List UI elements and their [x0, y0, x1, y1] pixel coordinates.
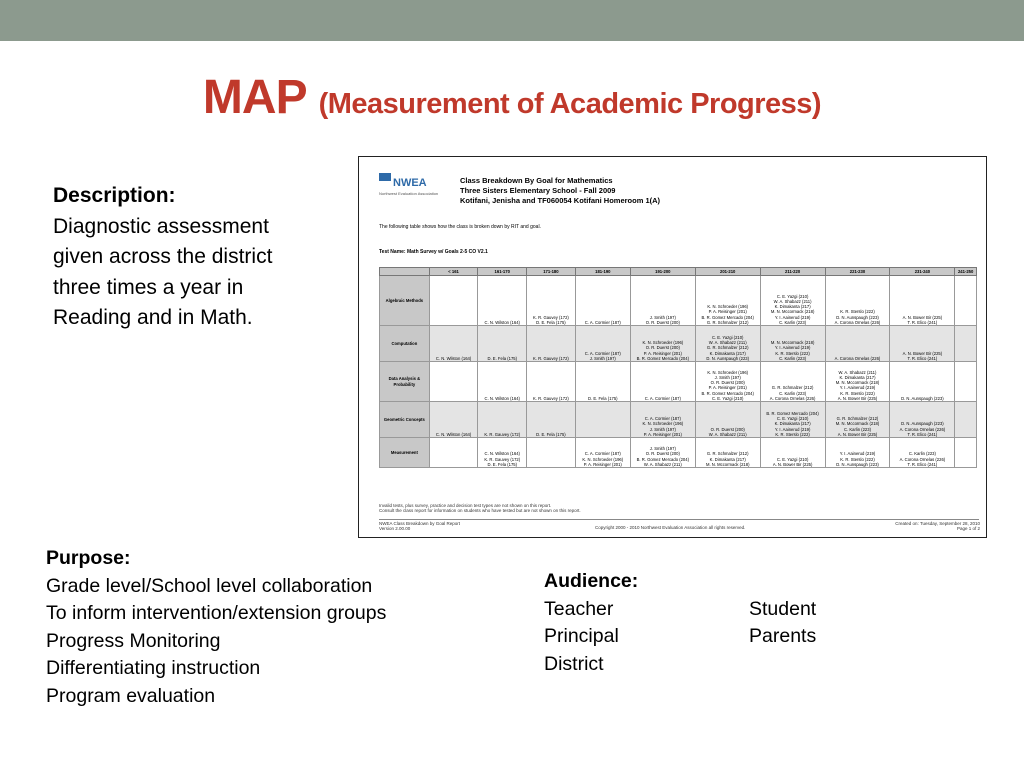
- breakdown-table: [379, 267, 977, 468]
- student-entry: C. A. Cormier (187): [584, 350, 621, 356]
- student-entry: T. R. Elico (241): [907, 431, 938, 437]
- table-cell: [575, 438, 630, 468]
- table-cell: [890, 276, 955, 326]
- student-entry: O. R. Duerst (200): [645, 319, 680, 325]
- footer-divider: [379, 519, 979, 520]
- student-entry: A. Corona Ornelas (226): [899, 456, 946, 462]
- student-entry: K. R. Sterslo (222): [840, 309, 875, 315]
- report-header-line: Three Sisters Elementary School - Fall 2009: [460, 186, 616, 195]
- table-column-header: 231-240: [890, 268, 955, 276]
- table-row: [380, 438, 977, 468]
- student-entry: W. A. Shabazz (211): [643, 461, 682, 467]
- student-entry: W. A. Shabazz (211): [708, 431, 747, 437]
- goal-row-header: Geometric Concepts: [380, 402, 430, 438]
- table-cell: [630, 276, 695, 326]
- student-entry: C. Karlin (223): [779, 355, 807, 361]
- audience-list: [544, 596, 874, 679]
- goal-row-header: Measurement: [380, 438, 430, 468]
- table-cell: [890, 362, 955, 402]
- student-entry: C. N. Wilston (164): [484, 319, 520, 325]
- student-entry: C. N. Wilston (164): [435, 431, 472, 437]
- report-footnote-line: Consult the class report for information on students who have tested but are not shown on this report.: [379, 508, 581, 513]
- student-entry: K. N. Schroeder (196): [707, 369, 749, 375]
- purpose-item: Program evaluation: [46, 684, 216, 707]
- student-entry: C. A. Cormier (187): [644, 395, 681, 401]
- student-entry: C. N. Wilston (164): [484, 395, 520, 401]
- footer-copyright: Copyright 2000 - 2010 Northwest Evaluation Association all rights reserved.: [595, 525, 746, 530]
- description-line: Diagnostic assessment: [53, 214, 269, 238]
- student-entry: M. N. Mccormack (218): [770, 340, 815, 346]
- description-line: Reading and in Math.: [53, 306, 253, 329]
- student-entry: D. N. Aunspaugh (223): [836, 461, 879, 467]
- student-entry: Y. I. Aainerud (219): [774, 426, 811, 432]
- goal-row-header: Computation: [380, 326, 430, 362]
- student-entry: K. R. Sterslo (222): [775, 431, 810, 437]
- table-cell: [478, 326, 527, 362]
- table-column-header: 201-210: [695, 268, 760, 276]
- student-entry: J. Smith (197): [589, 355, 616, 361]
- student-entry: P. A. Reisinger (201): [708, 309, 747, 315]
- audience-item: Principal: [544, 625, 619, 647]
- table-cell: [825, 402, 890, 438]
- student-entry: K. N. Schroeder (196): [707, 304, 749, 310]
- nwea-logo-text: NWEA: [393, 177, 427, 189]
- table-cell: [955, 276, 977, 326]
- table-cell: [890, 326, 955, 362]
- student-entry: A. N. Bower Bir (225): [772, 461, 813, 467]
- table-column-header: 181-190: [575, 268, 630, 276]
- table-cell: [760, 402, 825, 438]
- student-entry: O. R. Duerst (200): [710, 426, 745, 432]
- student-entry: G. R. Schmalzer (212): [706, 345, 749, 351]
- student-entry: K. R. Gauvey (172): [532, 314, 569, 320]
- student-entry: D. E. Fela (175): [487, 461, 518, 467]
- student-entry: W. A. Shabazz (211): [773, 298, 812, 304]
- student-entry: D. N. Aunspaugh (223): [901, 395, 944, 401]
- table-cell: [825, 276, 890, 326]
- class-breakdown-report-image: [358, 156, 987, 538]
- purpose-item: Differentiating instruction: [46, 657, 261, 679]
- table-cell: [825, 326, 890, 362]
- student-entry: C. E. Yazgi (210): [711, 395, 744, 401]
- table-cell: [478, 402, 527, 438]
- table-cell: [575, 326, 630, 362]
- student-entry: T. R. Elico (241): [907, 355, 938, 361]
- student-entry: A. Corona Ornelas (226): [834, 355, 881, 361]
- goal-row-header: Algebraic Methods: [380, 276, 430, 326]
- audience-item: District: [544, 652, 604, 675]
- student-entry: B. R. Gomez Mercado (204): [701, 314, 754, 320]
- table-cell: [478, 438, 527, 468]
- student-entry: K. N. Schroeder (196): [642, 340, 684, 346]
- purpose-item: Grade level/School level collaboration: [46, 574, 373, 597]
- table-cell: [630, 326, 695, 362]
- table-header-row: [380, 268, 977, 276]
- audience-item: Teacher: [544, 597, 614, 620]
- table-cell: [575, 402, 630, 438]
- student-entry: K. R. Gauvey (172): [484, 456, 521, 462]
- student-entry: A. Corona Ornelas (226): [834, 319, 881, 325]
- table-cell: [527, 362, 576, 402]
- goal-row-header: Data Analysis & Probability: [380, 362, 430, 402]
- student-entry: D. E. Fela (175): [536, 319, 566, 325]
- table-cell: [630, 438, 695, 468]
- student-entry: K. Dimakanta (217): [839, 374, 876, 380]
- report-header-line: Kotifani, Jenisha and TF060054 Kotifani Homeroom 1(A): [460, 196, 661, 205]
- table-column-header: 211-220: [760, 268, 825, 276]
- student-entry: C. Karlin (223): [779, 390, 807, 396]
- footer-created-on: Created on: Tuesday, September 28, 2010: [895, 521, 980, 526]
- student-entry: K. R. Gauvey (172): [532, 395, 569, 401]
- student-entry: G. R. Schmalzer (212): [771, 385, 814, 391]
- student-entry: W. A. Shabazz (211): [708, 340, 747, 346]
- table-cell: [760, 438, 825, 468]
- student-entry: K. R. Sterslo (222): [775, 350, 810, 356]
- student-entry: P. A. Reisinger (201): [708, 385, 747, 391]
- student-entry: K. Dimakanta (217): [774, 304, 811, 310]
- student-entry: M. N. Mccormack (218): [835, 421, 880, 427]
- student-entry: J. Smith (197): [649, 314, 676, 320]
- table-cell: [527, 402, 576, 438]
- student-entry: Y. I. Aainerud (219): [839, 385, 876, 391]
- student-entry: A. N. Bower Bir (225): [902, 314, 943, 320]
- student-entry: A. Corona Ornelas (226): [769, 395, 816, 401]
- student-entry: A. N. Bower Bir (225): [837, 431, 878, 437]
- nwea-logo-mark: [379, 173, 391, 181]
- student-entry: B. R. Gomez Mercado (204): [636, 355, 689, 361]
- student-entry: K. N. Schroeder (196): [582, 456, 624, 462]
- table-cell: [760, 326, 825, 362]
- student-entry: G. R. Schmalzer (212): [706, 319, 749, 325]
- student-entry: K. Dimakanta (217): [774, 421, 811, 427]
- student-entry: M. N. Mccormack (218): [705, 461, 750, 467]
- student-entry: C. Karlin (223): [779, 319, 807, 325]
- table-cell: [695, 438, 760, 468]
- table-cell: [527, 276, 576, 326]
- student-entry: A. Corona Ornelas (226): [899, 426, 946, 432]
- purpose-item: Progress Monitoring: [46, 629, 221, 652]
- student-entry: K. N. Schroeder (196): [642, 421, 684, 427]
- student-entry: B. R. Gomez Mercado (204): [701, 390, 754, 396]
- table-column-header: 191-200: [630, 268, 695, 276]
- table-cell: [575, 362, 630, 402]
- student-entry: C. Karlin (223): [843, 426, 871, 432]
- student-entry: O. R. Duerst (200): [645, 451, 680, 457]
- table-cell: [695, 326, 760, 362]
- table-cell: [429, 276, 478, 326]
- table-cell: [955, 402, 977, 438]
- slide-title: [0, 70, 1024, 125]
- description-line: given across the district: [53, 245, 273, 268]
- student-entry: W. A. Shabazz (211): [838, 369, 877, 375]
- title-subtitle: (Measurement of Academic Progress): [318, 88, 822, 120]
- student-entry: Y. I. Aainerud (219): [774, 345, 811, 351]
- student-entry: K. Dimakanta (217): [709, 350, 746, 356]
- table-column-header: [380, 268, 430, 276]
- table-cell: [695, 402, 760, 438]
- student-entry: B. R. Gomez Mercado (204): [766, 410, 819, 416]
- student-entry: M. N. Mccormack (218): [770, 309, 815, 315]
- title-main: MAP: [202, 71, 307, 124]
- table-row: [380, 276, 977, 326]
- student-entry: D. N. Aunspaugh (223): [901, 421, 944, 427]
- student-entry: T. R. Elico (241): [907, 461, 938, 467]
- description-heading: Description:: [53, 184, 176, 207]
- student-entry: T. R. Elico (241): [907, 319, 938, 325]
- student-entry: P. A. Reisinger (201): [643, 350, 682, 356]
- audience-heading: Audience:: [544, 570, 639, 592]
- student-entry: D. N. Aunspaugh (223): [706, 355, 750, 361]
- table-cell: [429, 438, 478, 468]
- table-cell: [527, 326, 576, 362]
- table-column-header: < 161: [429, 268, 478, 276]
- student-entry: M. N. Mccormack (218): [835, 380, 880, 386]
- table-row: [380, 362, 977, 402]
- student-entry: D. E. Fela (175): [536, 431, 566, 437]
- student-entry: J. Smith (197): [649, 446, 676, 452]
- student-entry: A. N. Bower Bir (225): [837, 395, 878, 401]
- student-entry: C. A. Cormier (187): [644, 416, 681, 422]
- audience-item: Parents: [749, 625, 817, 647]
- purpose-block: [46, 545, 516, 710]
- table-cell: [695, 276, 760, 326]
- table-cell: [630, 362, 695, 402]
- student-entry: P. A. Reisinger (201): [643, 431, 682, 437]
- report-footnote-line: Invalid tests, plus survey, practice and decision test types are not shown on this report.: [379, 503, 552, 508]
- audience-block: [544, 568, 874, 678]
- table-cell: [760, 362, 825, 402]
- report-header-line: Class Breakdown By Goal for Mathematics: [460, 176, 613, 185]
- student-entry: Y. I. Aainerud (219): [774, 314, 811, 320]
- student-entry: C. A. Cormier (187): [584, 319, 621, 325]
- student-entry: K. Dimakanta (217): [709, 456, 746, 462]
- table-cell: [527, 438, 576, 468]
- table-cell: [890, 438, 955, 468]
- student-entry: K. R. Sterslo (222): [840, 456, 875, 462]
- student-entry: B. R. Gomez Mercado (204): [636, 456, 689, 462]
- table-cell: [695, 362, 760, 402]
- description-line: three times a year in: [53, 275, 244, 299]
- description-block: [53, 181, 343, 334]
- table-cell: [955, 438, 977, 468]
- table-cell: [630, 402, 695, 438]
- student-entry: A. N. Bower Bir (225): [902, 350, 943, 356]
- audience-item: Student: [749, 597, 817, 620]
- student-entry: P. A. Reisinger (201): [583, 461, 622, 467]
- footer-page-number: Page 1 of 2: [956, 526, 980, 531]
- table-cell: [760, 276, 825, 326]
- student-entry: C. E. Yazgi (210): [776, 293, 809, 299]
- student-entry: K. R. Sterslo (222): [840, 390, 875, 396]
- nwea-logo: [379, 173, 439, 203]
- table-cell: [575, 276, 630, 326]
- report-test-name: Test Name: Math Survey w/ Goals 2-5 CO V2.1: [379, 249, 488, 255]
- footer-left-line: Version 2.00.00: [379, 526, 411, 531]
- student-entry: D. E. Fela (175): [588, 395, 618, 401]
- table-row: [380, 402, 977, 438]
- student-entry: C. Karlin (223): [908, 451, 936, 457]
- student-entry: J. Smith (197): [649, 426, 676, 432]
- student-entry: K. R. Gauvey (172): [484, 431, 521, 437]
- table-column-header: 161-170: [478, 268, 527, 276]
- nwea-logo-subtitle: Northwest Evaluation Association: [379, 191, 439, 196]
- table-column-header: 241-250: [955, 268, 977, 276]
- student-entry: G. R. Schmalzer (212): [706, 451, 749, 457]
- table-cell: [429, 326, 478, 362]
- table-cell: [478, 362, 527, 402]
- table-cell: [890, 402, 955, 438]
- student-entry: C. E. Yazgi (210): [711, 334, 744, 340]
- student-entry: C. E. Yazgi (210): [776, 416, 809, 422]
- table-cell: [429, 362, 478, 402]
- table-cell: [825, 438, 890, 468]
- purpose-heading: Purpose:: [46, 547, 131, 569]
- student-entry: C. A. Cormier (187): [584, 451, 621, 457]
- table-cell: [955, 326, 977, 362]
- student-entry: C. E. Yazgi (210): [776, 456, 809, 462]
- student-entry: D. N. Aunspaugh (223): [836, 314, 879, 320]
- table-column-header: 171-180: [527, 268, 576, 276]
- student-entry: K. R. Gauvey (172): [532, 355, 569, 361]
- student-entry: O. R. Duerst (200): [645, 345, 680, 351]
- student-entry: C. N. Wilston (164): [484, 451, 520, 457]
- table-row: [380, 326, 977, 362]
- student-entry: O. R. Duerst (200): [710, 380, 745, 386]
- report-intro: The following table shows how the class is broken down by RIT and goal.: [379, 224, 541, 230]
- top-banner-bar: [0, 0, 1024, 41]
- student-entry: Y. I. Aainerud (219): [839, 451, 876, 457]
- student-entry: C. N. Wilston (164): [435, 355, 472, 361]
- table-cell: [429, 402, 478, 438]
- table-cell: [825, 362, 890, 402]
- table-cell: [478, 276, 527, 326]
- footer-left-line: NWEA Class Breakdown by Goal Report: [379, 521, 461, 526]
- student-entry: J. Smith (197): [714, 374, 741, 380]
- purpose-item: To inform intervention/extension groups: [46, 602, 387, 624]
- table-cell: [955, 362, 977, 402]
- table-column-header: 221-230: [825, 268, 890, 276]
- student-entry: G. R. Schmalzer (212): [836, 416, 879, 422]
- report-header: [460, 176, 660, 206]
- student-entry: D. E. Fela (175): [487, 355, 518, 361]
